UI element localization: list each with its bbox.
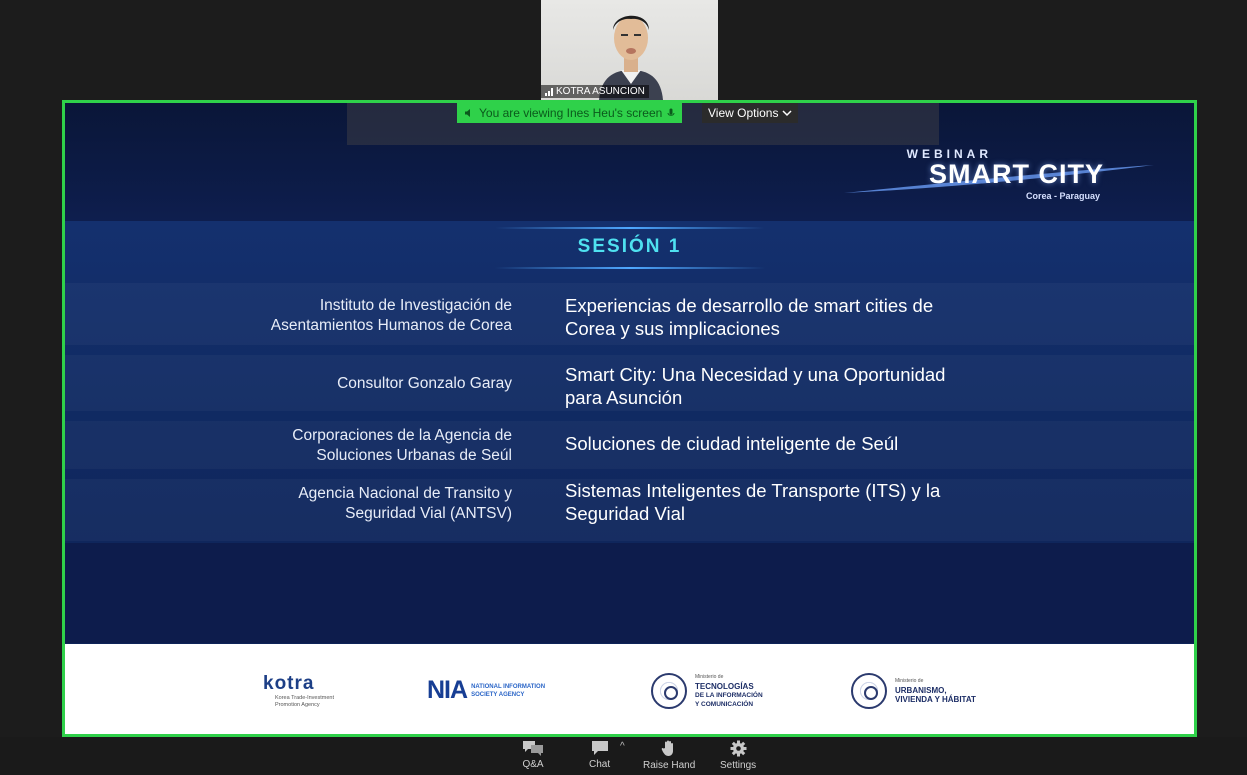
mitic-logo (651, 644, 763, 737)
view-options-label: View Options (708, 106, 779, 120)
muvh-text (895, 677, 976, 704)
agenda-topic-line: Smart City: Una Necesidad y una Oportunidad (565, 364, 946, 385)
mitic-line: DE LA INFORMACIÓN (695, 691, 763, 699)
raise-hand-icon (661, 740, 677, 757)
agenda-topic (565, 294, 1035, 340)
nia-tagline-line: SOCIETY AGENCY (471, 691, 525, 698)
agenda-topic-line: Experiencias de desarrollo de smart cities de (565, 295, 934, 316)
agenda-topic-line: Seguridad Vial (565, 503, 685, 524)
mitic-text (695, 673, 763, 709)
agenda-org-line: Corporaciones de la Agencia de (292, 427, 512, 444)
settings-label: Settings (720, 760, 757, 771)
mitic-line: TECNOLOGÍAS (695, 681, 754, 691)
meeting-toolbar (0, 737, 1247, 775)
muvh-small-line: Ministerio de (895, 678, 924, 684)
microphone-icon (667, 108, 675, 118)
chat-button[interactable] (589, 740, 610, 770)
chat-options-chevron-icon[interactable]: ^ (620, 741, 625, 752)
webinar-brand (907, 147, 1104, 201)
qa-button[interactable] (522, 740, 544, 770)
raise-hand-label: Raise Hand (643, 760, 696, 771)
muvh-logo (851, 644, 976, 737)
agenda-org (337, 374, 512, 394)
nia-tagline-line: NATIONAL INFORMATION (471, 683, 546, 690)
chat-icon (591, 740, 609, 756)
sponsor-logo-strip (65, 644, 1194, 737)
agenda-topic (565, 363, 1035, 409)
agenda-topic-line: para Asunción (565, 387, 683, 408)
kotra-logo (263, 644, 334, 737)
agenda-org (298, 484, 512, 524)
paraguay-seal-icon (851, 673, 887, 709)
agenda-org-line: Seguridad Vial (ANTSV) (345, 505, 512, 522)
brand-subtitle: Corea - Paraguay (1025, 191, 1100, 201)
agenda-topic (565, 479, 1035, 525)
session-title: SESIÓN 1 (577, 236, 682, 257)
settings-button[interactable] (720, 740, 756, 771)
kotra-tagline-line: Promotion Agency (275, 701, 320, 708)
muvh-line: VIVIENDA Y HÁBITAT (895, 695, 976, 704)
signal-strength-icon (545, 88, 553, 96)
brand-title: SMART CITY (929, 159, 1104, 189)
agenda-org-line: Instituto de Investigación de (319, 297, 512, 314)
paraguay-seal-icon (651, 673, 687, 709)
session-divider-top (495, 227, 765, 229)
viewing-screen-indicator (457, 103, 682, 123)
participant-video-tile[interactable] (541, 0, 718, 100)
mitic-line: Y COMUNICACIÓN (695, 700, 754, 708)
raise-hand-button[interactable] (643, 740, 695, 771)
muvh-line: URBANISMO, (895, 686, 947, 695)
nia-wordmark: NIA (427, 676, 468, 704)
qa-icon (522, 740, 544, 756)
agenda-org (292, 426, 512, 466)
mitic-small-line: Ministerio de (695, 673, 724, 680)
nia-tagline (471, 683, 545, 699)
chevron-down-icon (782, 109, 792, 117)
session-divider-bottom (495, 267, 765, 269)
shared-screen (62, 100, 1197, 737)
nia-logo (427, 644, 545, 737)
agenda-topic (565, 432, 1035, 455)
agenda-topic-line: Corea y sus implicaciones (565, 318, 780, 339)
viewing-screen-text: You are viewing Ines Heu's screen (479, 106, 663, 120)
participant-name-tag (541, 85, 649, 98)
agenda-topic-line: Soluciones de ciudad inteligente de Seúl (565, 433, 899, 454)
agenda-org-line: Asentamientos Humanos de Corea (270, 317, 512, 334)
view-options-button[interactable] (702, 103, 798, 123)
speaker-icon (464, 108, 474, 118)
kotra-wordmark: kotra (263, 672, 315, 694)
agenda-topic-line: Sistemas Inteligentes de Transporte (ITS) y la (565, 480, 941, 501)
agenda-org-line: Soluciones Urbanas de Seúl (316, 447, 512, 464)
agenda-org (271, 296, 512, 336)
participant-name: KOTRA ASUNCION (556, 86, 645, 97)
slide-lower-band (65, 543, 1194, 643)
chat-label: Chat (589, 759, 611, 770)
agenda-org-line: Consultor Gonzalo Garay (337, 375, 512, 392)
kotra-tagline (275, 695, 334, 709)
qa-label: Q&A (522, 759, 544, 770)
agenda-org-line: Agencia Nacional de Transito y (298, 485, 512, 502)
brand-webinar-label: WEBINAR (906, 147, 992, 161)
kotra-tagline-line: Korea Trade-Investment (275, 694, 335, 701)
gear-icon (730, 740, 747, 757)
